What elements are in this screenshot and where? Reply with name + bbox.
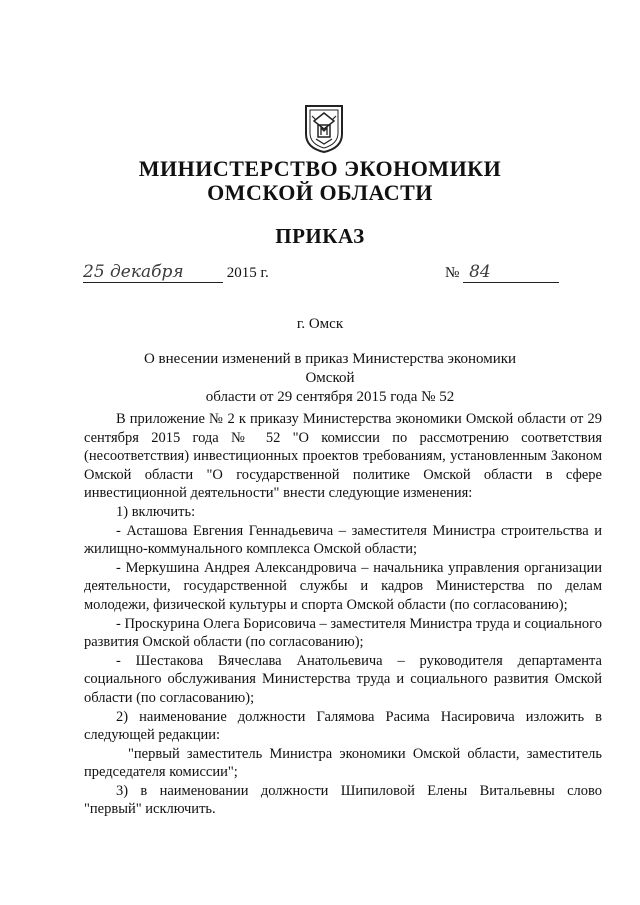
order-number [445,262,559,283]
coat-of-arms-icon [304,104,344,154]
subject-line1: О внесении изменений в приказ Министерства экономики Омской [143,351,517,386]
handwritten-date: 25 декабря [83,262,223,283]
order-body [84,410,602,819]
city-line: г. Омск [296,316,344,332]
ministry-title-line1: МИНИСТЕРСТВО ЭКОНОМИКИ [138,156,502,181]
handwritten-number: 84 [463,262,559,283]
document-type-title: ПРИКАЗ [275,224,365,248]
intro-paragraph: В приложение № 2 к приказу Министерства экономики Омской области от 29 сентября 2015 года № 52 "О комиссии по рассмотрению соответствия (несоответствия) инвестиционных проектов требованиям, установленным Законом Омской области "О государственной политике Омской области в сфере инвестиционной деятельности" внести следующие изменения: [84,411,602,502]
item-1: 1) включить: [116,503,196,520]
order-subject [120,350,540,407]
item-2: 2) наименование должности Галямова Расима Насировича изложить в следующей редакции: [84,708,602,744]
ministry-title-line2: ОМСКОЙ ОБЛАСТИ [207,180,433,205]
person-4: - Шестакова Вячеслава Анатольевича – руководителя департамента социального обслуживания Министерства труда и социального развития Омской области (по согласованию); [84,652,602,706]
subject-line2: области от 29 сентября 2015 года № 52 [205,389,455,405]
order-date [83,262,269,286]
item-3: 3) в наименовании должности Шипиловой Елены Витальевны слово "первый" исключить. [84,782,602,818]
person-2: - Меркушина Андрея Александровича – начальника управления организации деятельности, государственной службы и кадров Министерства по делам молодежи, физической культуры и спорта Омской области (по согласованию); [84,559,602,613]
person-3: - Проскурина Олега Борисовича – заместителя Министра труда и социального развития Омской области (по согласованию); [84,615,602,651]
order-year: 2015 г. [226,265,269,281]
number-sign: № [445,265,460,281]
item-2-quote: "первый заместитель Министра экономики Омской области, заместитель председателя комиссии"; [84,745,602,781]
person-1: - Асташова Евгения Геннадьевича – заместителя Министра строительства и жилищно-коммунального комплекса Омской области; [84,522,602,558]
